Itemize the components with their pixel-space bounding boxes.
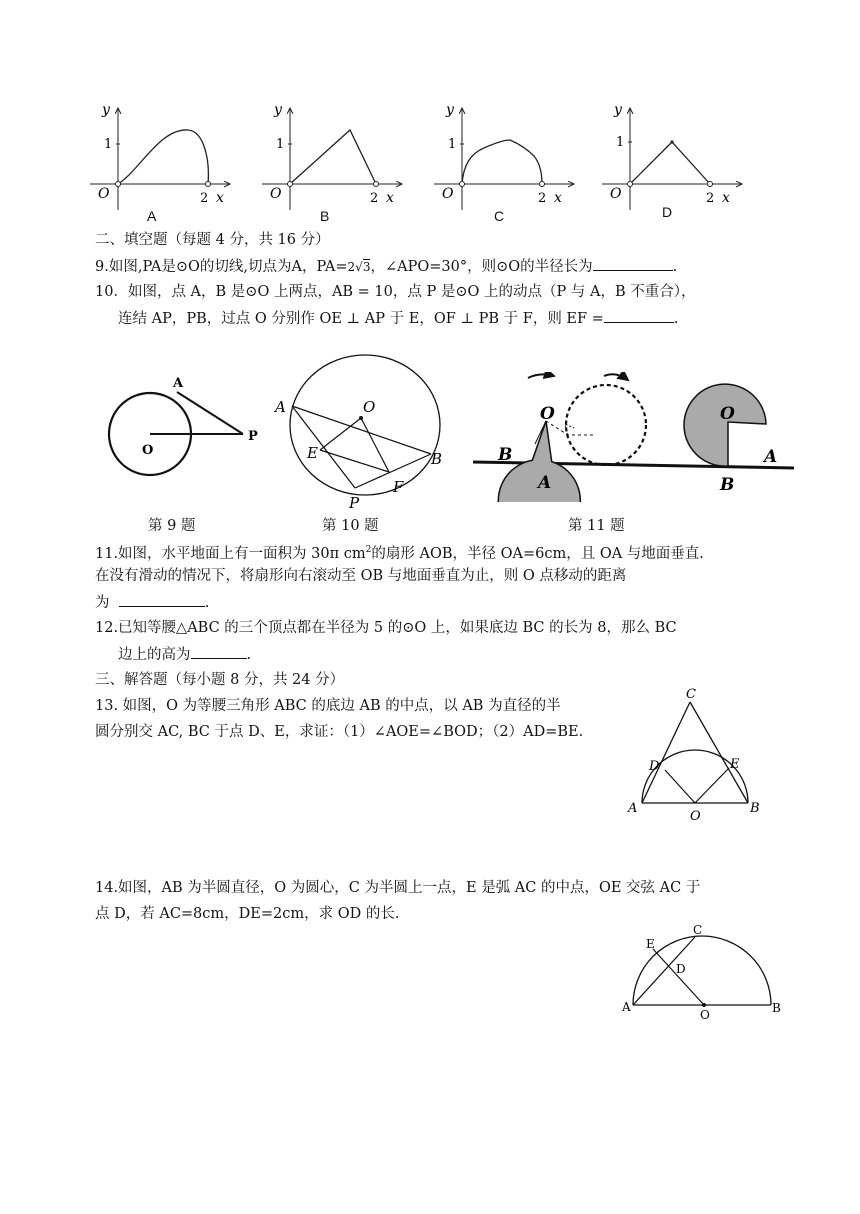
origin-label: O	[98, 186, 110, 202]
tick-two: 2	[200, 191, 209, 206]
fig11	[468, 372, 798, 502]
tick-one: 1	[104, 137, 113, 152]
q10-line1: 10．如图，点 A，B 是⊙O 上两点，AB = 10，点 P 是⊙O 上的动点（P 与 A，B 不重合），	[95, 284, 696, 300]
fig9-svg	[100, 372, 270, 492]
fig10-label-p: P	[349, 494, 360, 512]
q14-line2: 点 D，若 AC=8cm，DE=2cm，求 OD 的长.	[95, 906, 400, 922]
fig9-label-o: O	[142, 443, 154, 458]
q11-end: .	[204, 595, 210, 611]
fig9-caption: 第 9 题	[148, 518, 196, 534]
q10-line2	[118, 308, 678, 329]
q11-answer-blank[interactable]	[119, 592, 205, 607]
fig14-label-d: D	[676, 962, 686, 976]
fig10-label-e: E	[307, 444, 318, 462]
q9-text-post: ，∠APO=30°，则⊙O的半径长为	[370, 259, 593, 275]
q10-answer-blank[interactable]	[604, 308, 674, 323]
fig11-label-o1: O	[540, 404, 555, 424]
fig13-label-o: O	[690, 809, 701, 824]
section3-header: 三、解答题（每小题 8 分，共 24 分）	[95, 672, 345, 688]
graph-a	[90, 102, 230, 210]
origin-label: O	[270, 186, 282, 202]
fig14-label-a: A	[622, 1000, 631, 1014]
y-axis-label: y	[614, 102, 622, 118]
graph-c	[434, 102, 574, 210]
fig13-label-b: B	[750, 801, 760, 816]
section2-header: 二、填空题（每题 4 分，共 16 分）	[95, 232, 330, 248]
q13-line2: 圆分别交 AC, BC 于点 D、E，求证：（1）∠AOE=∠BOD；（2）AD=BE.	[95, 724, 584, 740]
q12-line1: 12.已知等腰△ABC 的三个顶点都在半径为 5 的⊙O 上，如果底边 BC 的长为 8，那么 BC	[95, 620, 677, 636]
fig10-label-b: B	[431, 450, 443, 468]
fig9	[100, 372, 270, 492]
fig13-label-d: D	[649, 759, 660, 774]
q11-line1	[95, 540, 704, 564]
q11-line2: 在没有滑动的情况下，将扇形向右滚动至 OB 与地面垂直为止，则 O 点移动的距离	[95, 568, 627, 584]
fig14-label-b: B	[772, 1001, 781, 1015]
fig10-caption: 第 10 题	[322, 518, 379, 534]
q10-line2-text: 连结 AP，PB，过点 O 分别作 OE ⊥ AP 于 E，OF ⊥ PB 于 F，则 EF =	[118, 311, 604, 327]
q12-line2-text: 边上的高为	[118, 647, 191, 663]
q12-line2	[118, 644, 251, 665]
q14-line1: 14.如图，AB 为半圆直径，O 为圆心，C 为半圆上一点，E 是弧 AC 的中点，OE 交弦 AC 于	[95, 880, 701, 896]
fig10-svg	[265, 350, 460, 515]
graph-a-label: A	[147, 208, 157, 224]
tick-one: 1	[276, 137, 285, 152]
origin-label: O	[610, 186, 622, 202]
q11-sup: 2	[365, 545, 372, 555]
q9: 9.如图,PA是⊙O的切线,切点为A，PA=2√3，∠APO=30°，则⊙O的半径长为 .	[95, 256, 677, 277]
origin-label: O	[442, 186, 454, 202]
q11-line3	[95, 592, 209, 613]
fig11-label-b1: B	[498, 445, 513, 465]
q9-end: .	[672, 259, 678, 275]
fig11-label-b2: B	[720, 475, 735, 495]
fig11-caption: 第 11 题	[568, 518, 625, 534]
fig14	[616, 920, 786, 1020]
graph-d	[602, 102, 742, 210]
x-axis-label: x	[216, 190, 224, 206]
q11-line1-post: 的扇形 AOB，半径 OA=6cm，且 OA 与地面垂直.	[371, 545, 704, 562]
q9-radical-coef: 2	[347, 260, 356, 274]
fig13-svg	[620, 686, 770, 828]
y-axis-label: y	[102, 102, 110, 118]
graph-b	[262, 102, 402, 210]
fig9-label-p: P	[248, 429, 258, 444]
tick-one: 1	[616, 135, 625, 150]
fig14-label-e: E	[646, 937, 655, 951]
q9-text-pre: 9.如图,PA是⊙O的切线,切点为A，PA=	[95, 259, 348, 275]
graph-b-label: B	[320, 208, 330, 224]
q11-line1-pre: 11.如图，水平地面上有一面积为 30π cm	[95, 545, 366, 562]
tick-two: 2	[706, 191, 715, 206]
fig10	[265, 350, 460, 515]
x-axis-label: x	[722, 190, 730, 206]
x-axis-label: x	[554, 190, 562, 206]
q12-answer-blank[interactable]	[191, 644, 247, 659]
fig11-svg	[468, 372, 798, 502]
q9-radical-arg: 3	[362, 260, 371, 274]
fig10-label-o: O	[363, 398, 376, 416]
y-axis-label: y	[274, 102, 282, 118]
tick-two: 2	[538, 191, 547, 206]
fig13-label-a: A	[628, 801, 638, 816]
fig11-label-o2: O	[720, 404, 735, 424]
fig9-label-a: A	[173, 376, 184, 391]
y-axis-label: y	[446, 102, 454, 118]
q9-answer-blank[interactable]	[593, 256, 673, 271]
q12-end: .	[246, 647, 252, 663]
fig14-svg	[616, 920, 786, 1020]
fig13-label-e: E	[730, 757, 740, 772]
fig14-label-o: O	[700, 1008, 710, 1020]
q10-end: .	[673, 311, 679, 327]
fig13-label-c: C	[686, 687, 696, 702]
x-axis-label: x	[386, 190, 394, 206]
tick-one: 1	[448, 137, 457, 152]
fig13	[620, 686, 770, 828]
tick-two: 2	[370, 191, 379, 206]
graph-c-label: C	[494, 208, 505, 224]
graph-d-label: D	[662, 204, 673, 220]
fig11-label-a1: A	[538, 473, 552, 493]
fig10-label-a: A	[275, 398, 286, 416]
q11-line3-text: 为	[95, 595, 110, 611]
fig11-label-a2: A	[764, 447, 778, 467]
fig14-label-c: C	[693, 923, 703, 937]
q13-line1: 13. 如图，O 为等腰三角形 ABC 的底边 AB 的中点，以 AB 为直径的半	[95, 698, 561, 714]
fig10-label-f: F	[393, 478, 404, 496]
graph-options-row	[80, 100, 760, 230]
graph-options-svg	[80, 100, 760, 230]
